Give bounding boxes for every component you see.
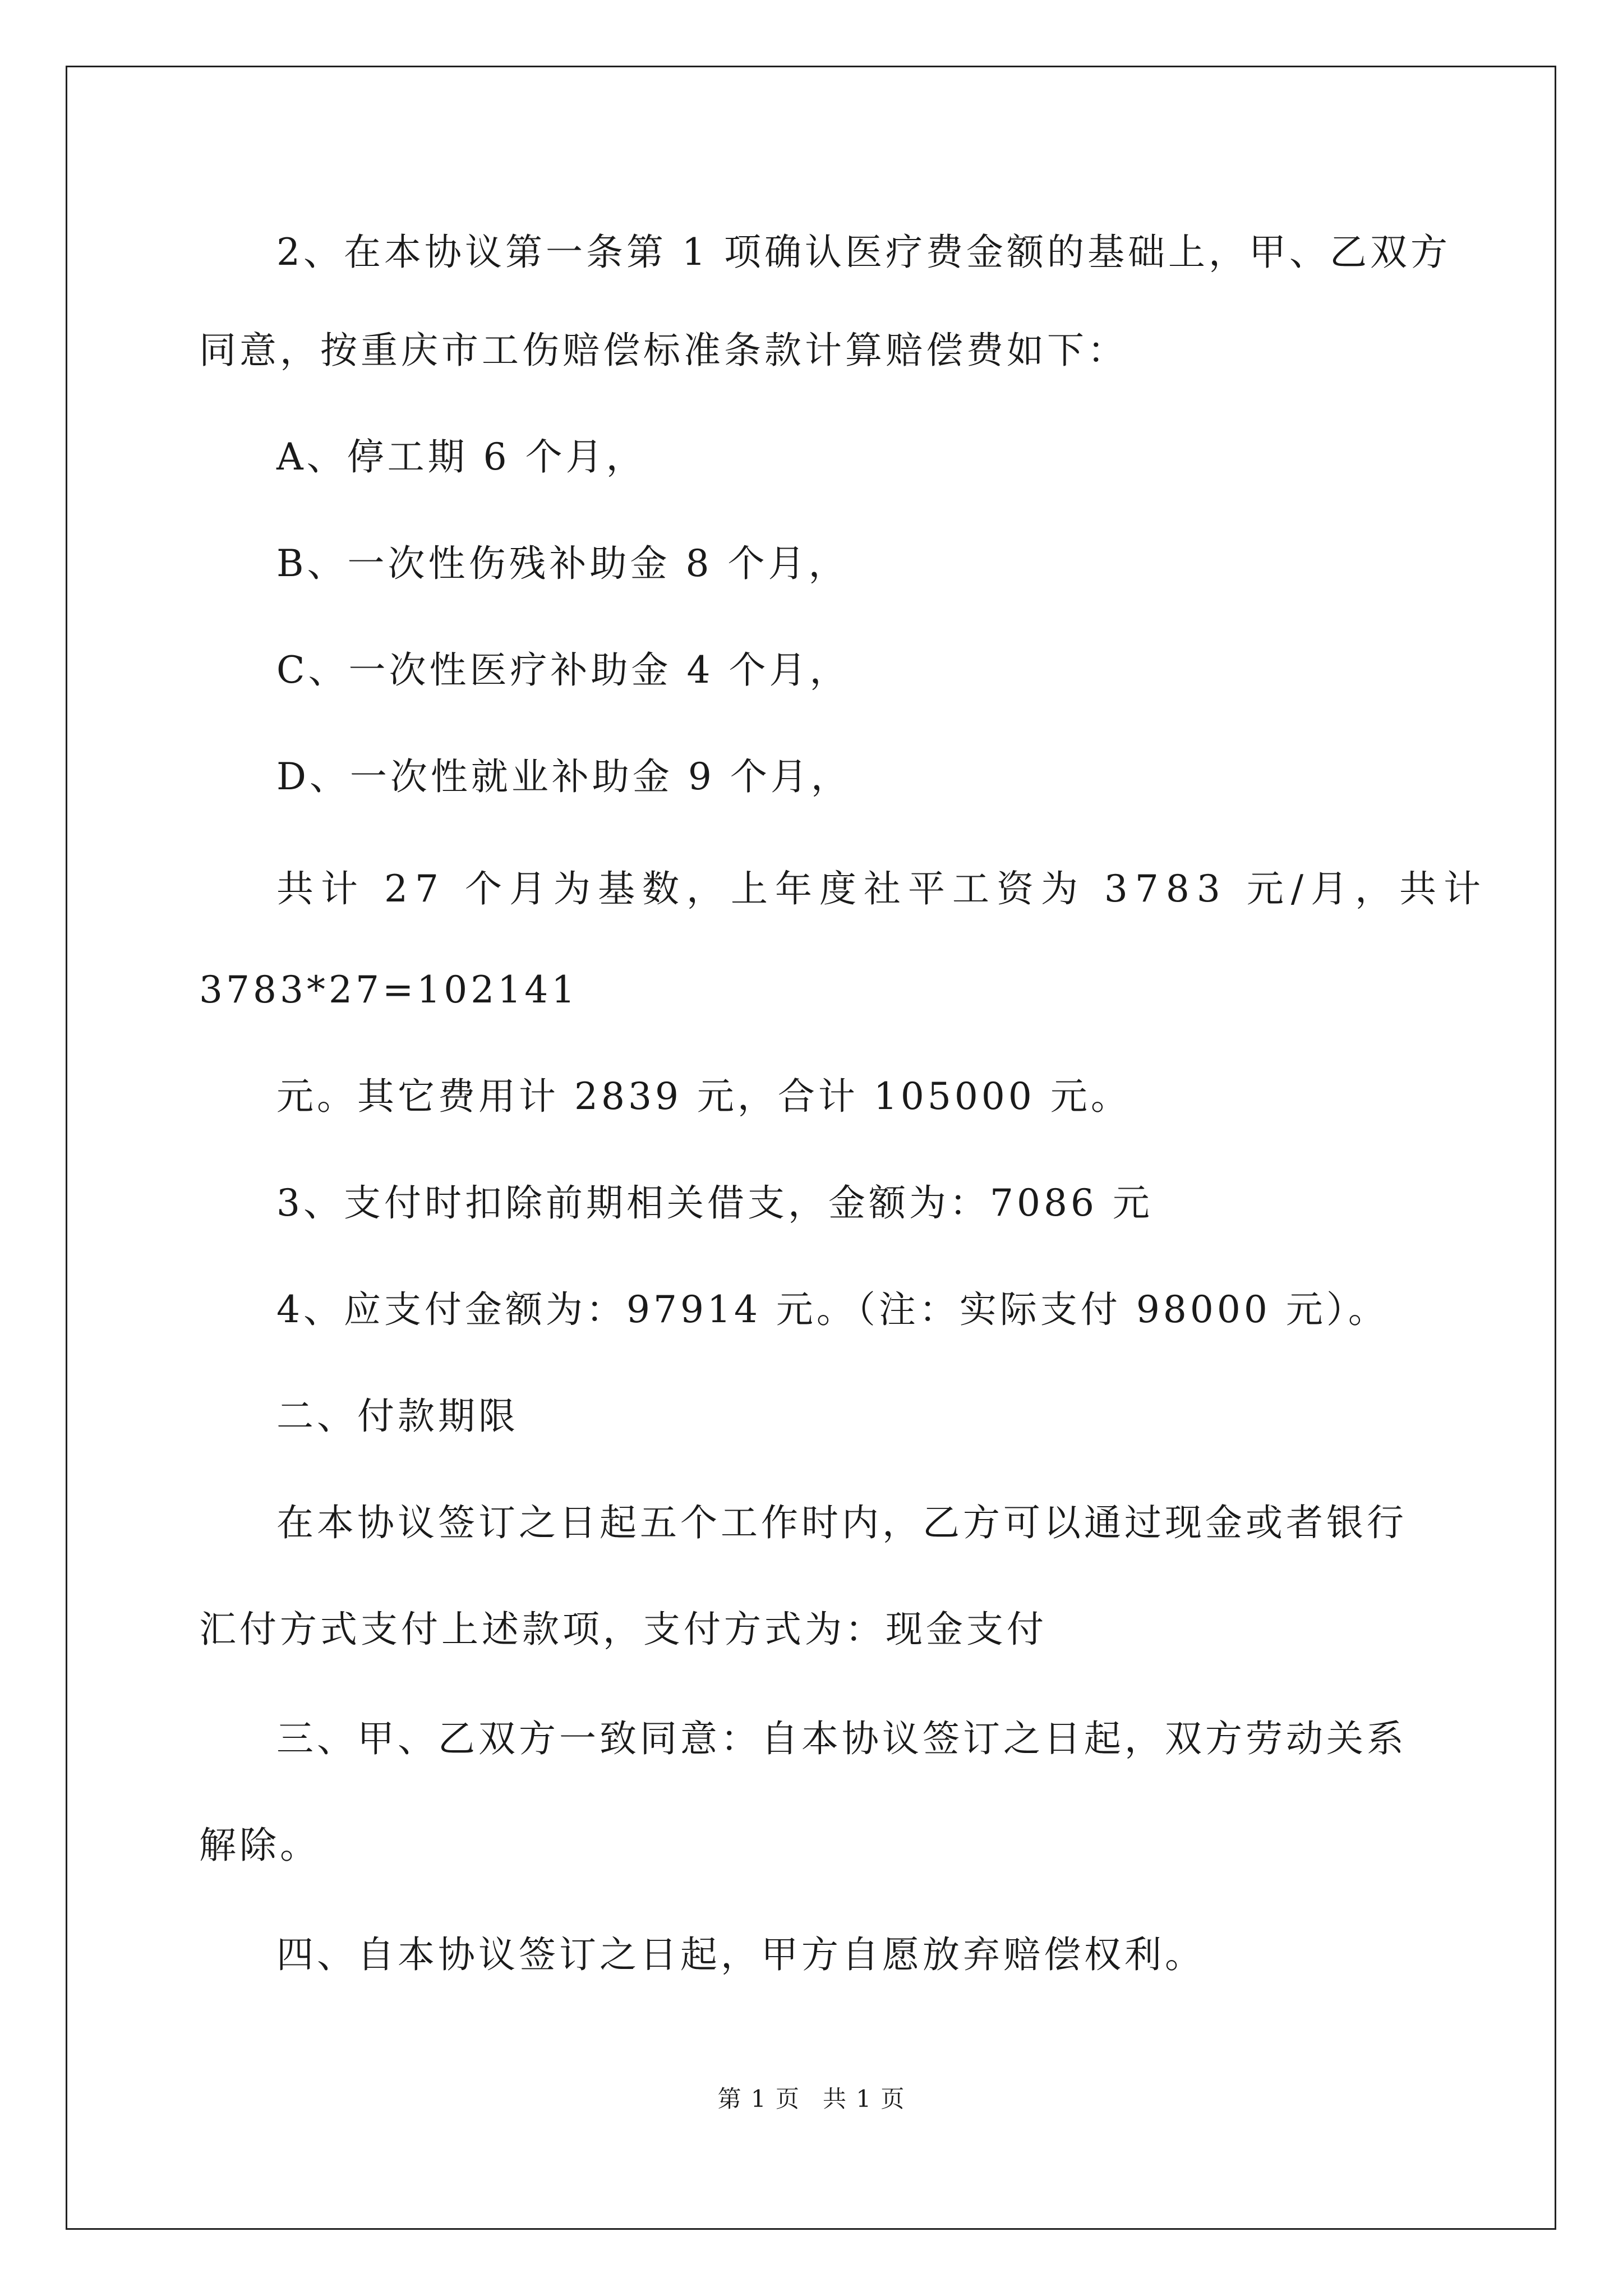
paragraph-section-3-line1: 三、甲、乙双方一致同意：自本协议签订之日起，双方劳动关系 xyxy=(276,1717,1407,1760)
paragraph-item-d: D、一次性就业补助金 9 个月， xyxy=(276,755,851,798)
paragraph-payment-line1: 在本协议签订之日起五个工作时内，乙方可以通过现金或者银行 xyxy=(276,1501,1407,1544)
paragraph-section-3-line2: 解除。 xyxy=(199,1824,320,1867)
paragraph-section-4: 四、自本协议签订之日起，甲方自愿放弃赔偿权利。 xyxy=(276,1933,1205,1976)
page-footer xyxy=(0,2082,1623,2116)
page-number-current: 第 1 页 xyxy=(717,2085,800,2113)
paragraph-total-line2: 3783*27=102141 xyxy=(199,968,579,1011)
paragraph-clause-4: 4、应支付金额为：97914 元。（注：实际支付 98000 元）。 xyxy=(276,1288,1389,1331)
page-border xyxy=(66,66,1556,2230)
section-heading-payment-period: 二、付款期限 xyxy=(276,1395,519,1438)
paragraph-total-line1: 共计 27 个月为基数，上年度社平工资为 3783 元/月，共计 xyxy=(276,867,1488,910)
paragraph-item-b: B、一次性伤残补助金 8 个月， xyxy=(276,542,849,585)
page-number-total: 共 1 页 xyxy=(823,2085,906,2113)
paragraph-clause-2-line1: 2、在本协议第一条第 1 项确认医疗费金额的基础上，甲、乙双方 xyxy=(276,231,1451,274)
paragraph-payment-line2: 汇付方式支付上述款项，支付方式为：现金支付 xyxy=(199,1608,1047,1651)
paragraph-total-line3: 元。其它费用计 2839 元，合计 105000 元。 xyxy=(276,1075,1131,1118)
paragraph-item-a: A、停工期 6 个月， xyxy=(276,435,647,478)
paragraph-clause-2-line2: 同意，按重庆市工伤赔偿标准条款计算赔偿费如下： xyxy=(199,329,1128,372)
paragraph-clause-3: 3、支付时扣除前期相关借支，金额为：7086 元 xyxy=(276,1181,1153,1225)
paragraph-item-c: C、一次性医疗补助金 4 个月， xyxy=(276,648,850,692)
